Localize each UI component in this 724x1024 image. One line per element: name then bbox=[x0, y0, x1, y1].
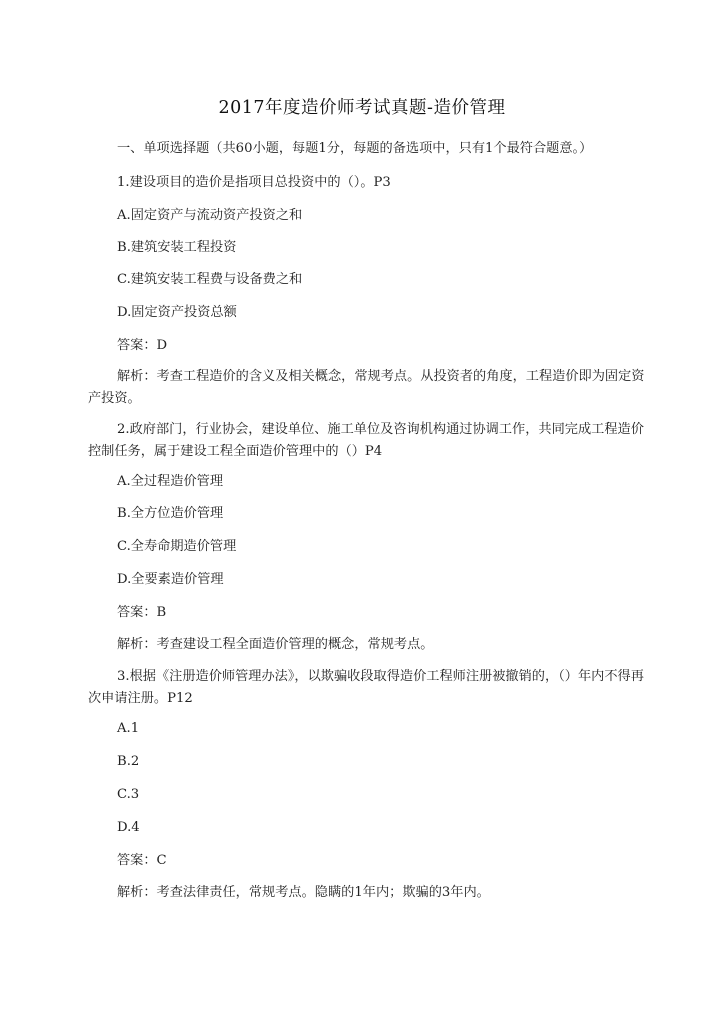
question-3-stem: 3.根据《注册造价师管理办法》，以欺骗收段取得造价工程师注册被撤销的，（）年内不得再次申请注册。P12 bbox=[88, 669, 644, 706]
question-3-answer: 答案：C bbox=[117, 853, 167, 868]
question-1-option-c: C.建筑安装工程费与设备费之和 bbox=[117, 272, 303, 287]
question-2-option-a: A.全过程造价管理 bbox=[117, 474, 224, 489]
question-2-stem: 2.政府部门，行业协会，建设单位、施工单位及咨询机构通过协调工作，共同完成工程造价控制任务，属于建设工程全面造价管理中的（）P4 bbox=[88, 422, 644, 459]
question-3-analysis: 解析：考查法律责任，常规考点。隐瞒的1年内；欺骗的3年内。 bbox=[117, 885, 490, 900]
question-1-analysis: 解析：考查工程造价的含义及相关概念，常规考点。从投资者的角度，工程造价即为固定资产投资。 bbox=[88, 369, 645, 406]
question-1-option-b: B.建筑安装工程投资 bbox=[117, 240, 237, 255]
section-heading: 一、单项选择题（共60小题，每题1分，每题的备选项中，只有1个最符合题意。） bbox=[117, 141, 593, 156]
question-2-option-b: B.全方位造价管理 bbox=[117, 506, 224, 521]
question-1-option-a: A.固定资产与流动资产投资之和 bbox=[117, 208, 303, 223]
question-3-option-b: B.2 bbox=[117, 754, 140, 769]
document-title: 2017年度造价师考试真题-造价管理 bbox=[218, 98, 506, 118]
question-1-stem: 1.建设项目的造价是指项目总投资中的（）。P3 bbox=[117, 175, 391, 190]
question-3-option-c: C.3 bbox=[117, 787, 140, 802]
question-2-answer: 答案：B bbox=[117, 605, 167, 620]
question-2-option-c: C.全寿命期造价管理 bbox=[117, 539, 237, 554]
question-2-analysis: 解析：考查建设工程全面造价管理的概念，常规考点。 bbox=[117, 637, 434, 652]
question-2-option-d: D.全要素造价管理 bbox=[117, 572, 224, 587]
question-1-answer: 答案：D bbox=[117, 338, 168, 353]
question-3-option-a: A.1 bbox=[117, 721, 140, 736]
question-3-option-d: D.4 bbox=[117, 820, 140, 835]
question-1-option-d: D.固定资产投资总额 bbox=[117, 305, 237, 320]
